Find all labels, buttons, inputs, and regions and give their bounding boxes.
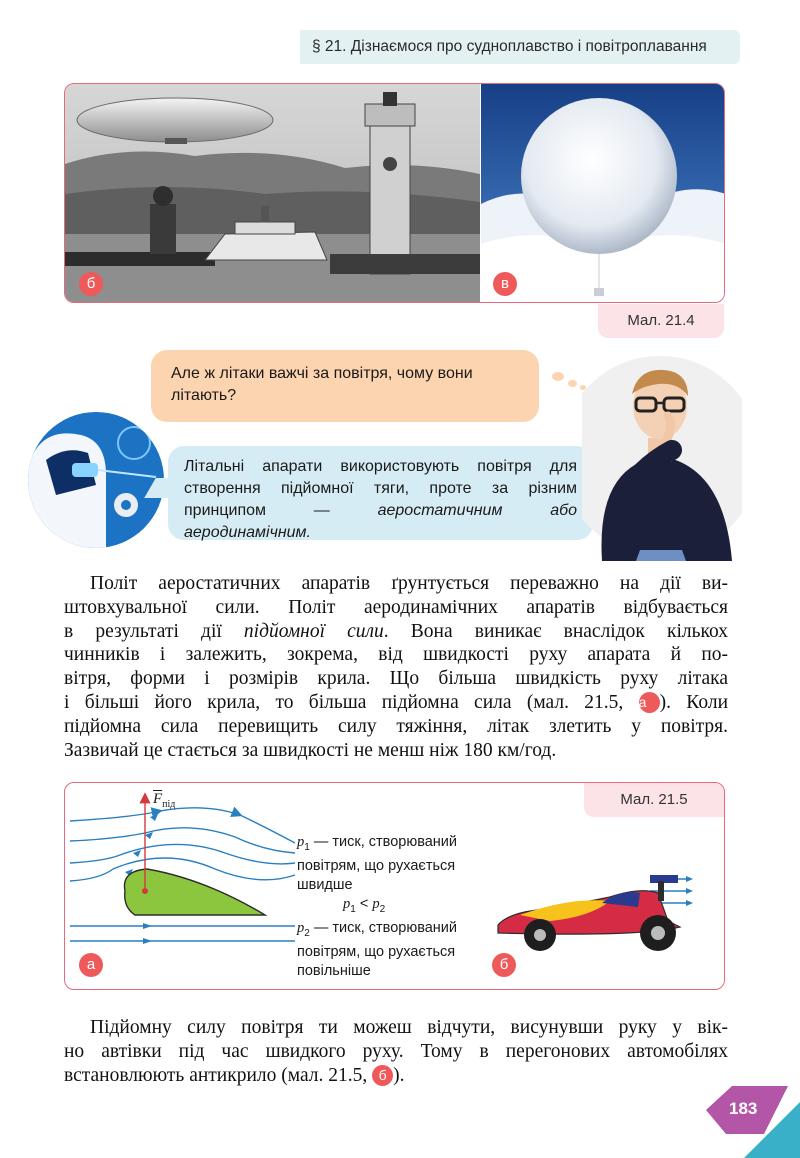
force-subscript: під [162, 799, 176, 810]
paragraph-line: штовхувальної сили. Політ аеродинамічних апаратів відбувається [64, 596, 728, 618]
p2-line-1 [297, 919, 457, 943]
badge-a: а [79, 953, 103, 977]
p2-symbol: p [297, 920, 305, 936]
section-header: § 21. Дізнаємося про судноплавство і повітроплавання [300, 30, 740, 64]
paragraph-line: чинників і залежить, зокрема, від швидкості руху апарата й по- [64, 644, 728, 666]
cmp-p2: p [372, 896, 380, 912]
cmp-operator: < [355, 896, 373, 912]
p1-label [297, 833, 457, 895]
answer-emphasis: аеростатичним або аеродинамічним. [184, 502, 577, 541]
text-span: встановлюють антикрило (мал. 21.5, [64, 1064, 368, 1086]
thought-dot [552, 372, 564, 381]
photo-zeppelin-lighthouse [65, 84, 480, 303]
p1-symbol: p [297, 834, 305, 850]
page-number-text: 183 [729, 1099, 758, 1118]
term-lifting-force: підйомної сили [243, 620, 384, 642]
badge-v: в [493, 272, 517, 296]
badge-b: б [492, 953, 516, 977]
paragraph-line [64, 691, 728, 715]
cmp-p1: p [343, 896, 351, 912]
paragraph-1 [64, 572, 728, 762]
figure-21-4-caption: Мал. 21.4 [598, 304, 724, 338]
inline-badge-a: а [639, 692, 660, 713]
paragraph-2 [64, 1016, 728, 1087]
text-span: . Вона виникає внаслідок кількох [383, 620, 729, 642]
figure-21-5 [64, 782, 725, 990]
text-span: в результаті дії [64, 620, 244, 642]
p1-line-2: повітрям, що рухається [297, 857, 456, 874]
page-number [704, 1082, 800, 1138]
lift-force-label [153, 789, 175, 814]
pressure-comparison [343, 895, 385, 919]
paragraph-line: вітря, форми і розмірів крила. Що більша швидкість руху літака [64, 668, 728, 690]
p1-text: — тиск, створюваний [309, 834, 458, 850]
question-bubble [151, 350, 539, 422]
figure-21-5-caption: Мал. 21.5 [584, 783, 724, 817]
force-symbol: $\overline{F}$ [153, 791, 163, 807]
text-span: і більші його крила, то більша підйомна сила (мал. 21.5, [64, 691, 624, 713]
p1-line-1 [297, 833, 457, 857]
p1-subscript: 1 [304, 841, 310, 853]
paragraph-line [64, 620, 728, 644]
badge-b: б [79, 272, 103, 296]
paragraph-line: Підйомну силу повітря ти можеш відчути, висунувши руку у вік- [90, 1017, 728, 1038]
cmp-sub1: 1 [350, 903, 356, 915]
robot-illustration [26, 405, 166, 555]
p2-label [297, 919, 457, 981]
paragraph-line: но автівки під час швидкого руху. Тому в перегонових автомобілях [64, 1040, 728, 1062]
answer-text: Літальні апарати використовують повітря для створення підйомної тяги, проте за різним принципом — [184, 458, 577, 519]
paragraph-line [64, 1064, 728, 1088]
answer-bubble [168, 446, 593, 540]
p2-line-3: повільніше [297, 962, 371, 979]
p1-line-3: швидше [297, 876, 353, 893]
text-span: ). Коли [659, 691, 729, 713]
photo-stratospheric-balloon [481, 84, 725, 303]
boy-illustration [582, 346, 742, 561]
race-car-illustration [490, 867, 720, 967]
paragraph-line: Зазвичай це стається за швидкості не менш ніж 180 км/год. [64, 739, 557, 761]
question-text: Але ж літаки важчі за повітря, чому вони літають? [171, 365, 473, 404]
paragraph-line: підйомна сила перевищить силу тяжіння, літак злетить у повітря. [64, 715, 728, 737]
inline-badge-b: б [372, 1065, 393, 1086]
cmp-sub2: 2 [379, 903, 386, 915]
p2-text: — тиск, створюваний [309, 920, 458, 936]
text-span: ). [393, 1064, 405, 1086]
p2-line-2: повітрям, що рухається [297, 943, 456, 960]
p2-subscript: 2 [304, 927, 310, 939]
figure-21-4 [64, 83, 725, 303]
paragraph-line: Політ аеростатичних апаратів ґрунтується переважно на дії ви- [90, 573, 728, 594]
thought-dot [568, 380, 577, 387]
